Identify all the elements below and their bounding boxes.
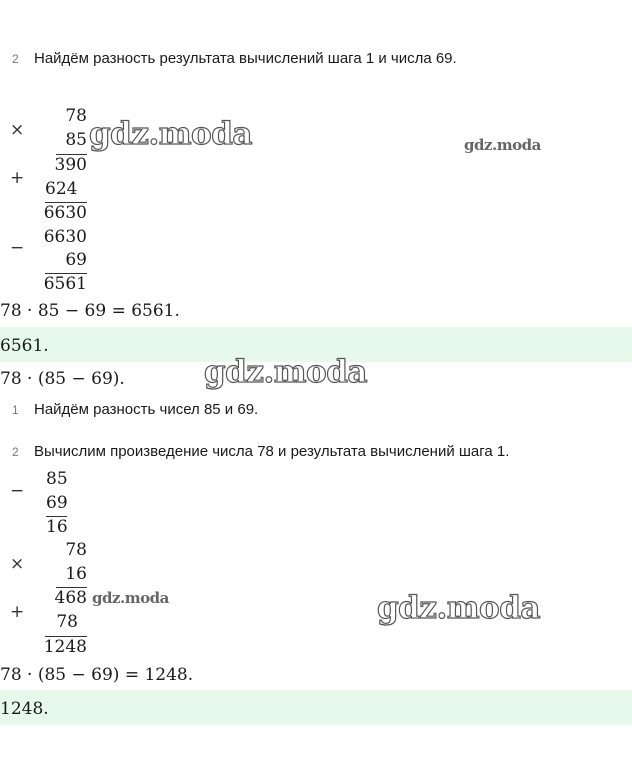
difference: 6561	[43, 274, 87, 294]
subtrahend: 69	[46, 493, 68, 513]
step-number: 2	[12, 445, 19, 459]
equation-2: 78 · (85 − 69) = 1248.	[0, 665, 194, 685]
minuend: 85	[46, 469, 68, 489]
step-2-instruction	[12, 50, 457, 67]
step-text: Вычислим произведение числа 78 и результата вычислений шага 1.	[34, 443, 510, 460]
answer-1: 6561.	[0, 336, 49, 356]
multiply-sign: ×	[10, 554, 25, 574]
equation-1: 78 · 85 − 69 = 6561.	[0, 301, 180, 321]
multiplicand: 78	[65, 540, 87, 560]
step-text: Найдём разность чисел 85 и 69.	[34, 401, 259, 418]
minuend: 6630	[43, 227, 87, 247]
partial-product-1: 468	[54, 588, 87, 608]
product-sum: 6630	[43, 203, 87, 223]
watermark-logo: gdz.moda	[89, 116, 252, 152]
plus-sign: +	[10, 168, 25, 188]
subtrahend: 69	[65, 250, 87, 270]
answer-2: 1248.	[0, 699, 49, 719]
multiplicand: 78	[65, 106, 87, 126]
step-2-instruction	[12, 443, 509, 460]
step-text: Найдём разность результата вычислений шага 1 и числа 69.	[34, 50, 457, 67]
step-1-instruction	[12, 401, 258, 418]
minus-sign: −	[10, 238, 25, 258]
expression-2: 78 · (85 − 69).	[0, 369, 125, 389]
step-number: 1	[12, 403, 19, 417]
partial-product-2: 624	[45, 179, 78, 199]
watermark-logo: gdz.moda	[377, 590, 540, 626]
plus-sign: +	[10, 602, 25, 622]
difference: 16	[46, 517, 68, 537]
multiplier: 16	[65, 564, 87, 584]
watermark-logo: gdz.moda	[92, 589, 169, 607]
step-number: 2	[12, 52, 19, 66]
watermark-logo: gdz.moda	[464, 136, 541, 154]
product-sum: 1248	[43, 637, 87, 657]
partial-product-2: 78	[56, 612, 78, 632]
minus-sign: −	[10, 481, 25, 501]
partial-product-1: 390	[54, 155, 87, 175]
multiplier: 85	[65, 130, 87, 150]
watermark-logo: gdz.moda	[204, 354, 367, 390]
multiply-sign: ×	[10, 120, 25, 140]
answer-band-2	[0, 690, 632, 725]
